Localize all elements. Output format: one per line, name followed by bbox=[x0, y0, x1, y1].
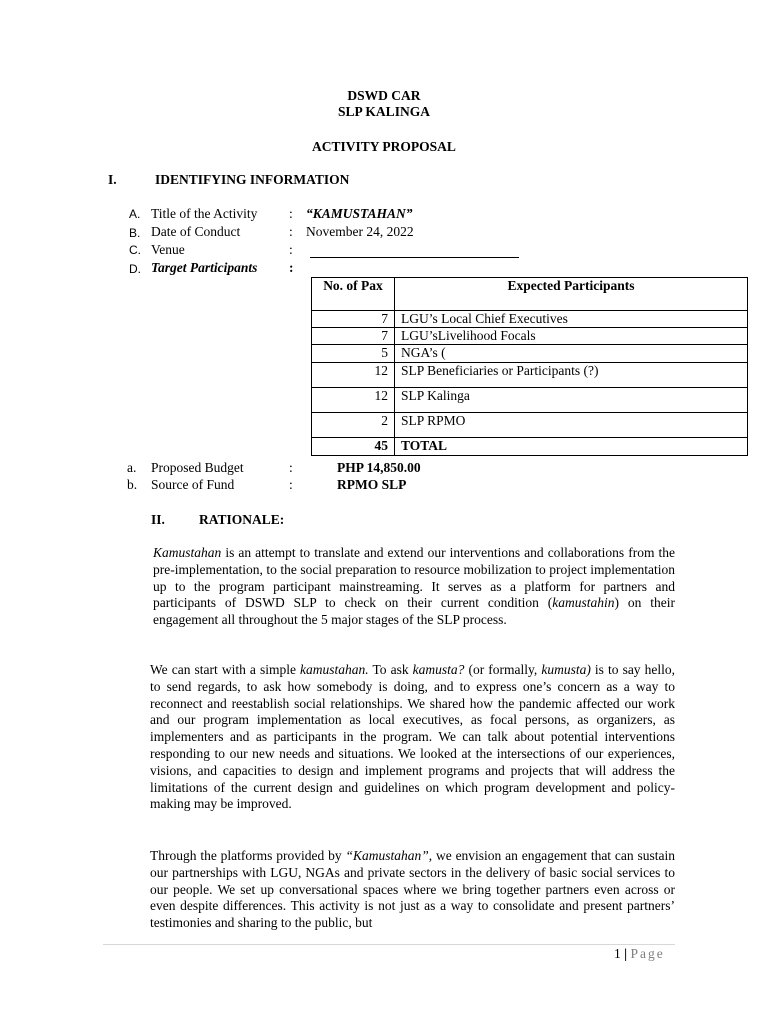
field-d-letter: D. bbox=[129, 262, 141, 276]
pax-cell: 7 bbox=[312, 311, 395, 328]
budget-b-label: Source of Fund bbox=[151, 477, 235, 492]
table-row bbox=[312, 388, 748, 413]
participant-cell: NGA’s ( bbox=[395, 345, 748, 363]
field-a-sep: : bbox=[289, 206, 293, 221]
section-1-numeral: I. bbox=[108, 172, 117, 187]
col-header-pax: No. of Pax bbox=[312, 278, 395, 311]
venue-blank-line bbox=[310, 257, 519, 258]
budget-a-label: Proposed Budget bbox=[151, 460, 244, 475]
section-2-title: RATIONALE: bbox=[199, 512, 285, 527]
budget-a-sep: : bbox=[289, 460, 293, 475]
section-2-numeral: II. bbox=[151, 512, 165, 527]
term-kamustahan: kamustahan. bbox=[300, 662, 369, 677]
total-label-cell: TOTAL bbox=[395, 438, 748, 456]
participant-cell: SLP Kalinga bbox=[395, 388, 748, 413]
date-of-conduct-value: November 24, 2022 bbox=[306, 224, 414, 239]
field-a-label: Title of the Activity bbox=[151, 206, 258, 221]
field-c-label: Venue bbox=[151, 242, 185, 257]
paragraph-text: Through the platforms provided by bbox=[150, 848, 346, 863]
rationale-paragraph-2 bbox=[150, 662, 675, 813]
term-kamustahan: Kamustahan bbox=[153, 545, 222, 560]
term-kamusta: kamusta? bbox=[412, 662, 465, 677]
table-row bbox=[312, 311, 748, 328]
org-name: DSWD CAR bbox=[347, 88, 421, 103]
participant-cell: LGU’sLivelihood Focals bbox=[395, 328, 748, 345]
paragraph-text: , we envision an engagement that can sustain our partnerships with LGU, NGAs and private sectors in the delivery of basic social services to our people. We set up conversational spaces where we bring together partners even across or even despite differences. This activity is not just as a way to consolidate and present partners’ testimonies and sharing to the public, but bbox=[150, 848, 675, 931]
total-pax-cell: 45 bbox=[312, 438, 395, 456]
section-1-title: IDENTIFYING INFORMATION bbox=[155, 172, 350, 187]
page-label: Page bbox=[630, 946, 665, 961]
field-b-letter: B. bbox=[129, 226, 141, 240]
term-kumusta: kumusta) bbox=[541, 662, 591, 677]
participant-cell: SLP Beneficiaries or Participants (?) bbox=[395, 363, 748, 388]
paragraph-text: is to say hello, to send regards, to ask how somebody is doing, and to express one’s concern as a way to reconnect and reestablish social relationships. We shared how the pandemic affected our work and our program implementation as local executives, as focal persons, as organizers, as implementers and as participants in the program. We can talk about potential interventions responding to our new needs and situations. We looked at the intersections of our experiences, visions, and capacities to design and implement programs and projects that will address the limitations of the current design and guidelines on which program development and policy-making may be improved. bbox=[150, 662, 675, 812]
field-c-letter: C. bbox=[129, 243, 141, 257]
table-row bbox=[312, 413, 748, 438]
table-row bbox=[312, 345, 748, 363]
participant-cell: SLP RPMO bbox=[395, 413, 748, 438]
field-a-letter: A. bbox=[129, 207, 141, 221]
paragraph-text: We can start with a simple bbox=[150, 662, 301, 677]
field-b-label: Date of Conduct bbox=[151, 224, 241, 239]
page-separator: | bbox=[620, 946, 631, 961]
term-kamustahin: kamustahin bbox=[552, 595, 615, 611]
rationale-paragraph-1 bbox=[153, 545, 675, 629]
paragraph-text: To ask bbox=[368, 662, 413, 677]
term-kamustahan-quoted: “Kamustahan” bbox=[345, 848, 429, 863]
col-header-expected: Expected Participants bbox=[395, 278, 748, 311]
table-total-row bbox=[312, 438, 748, 456]
table-row bbox=[312, 328, 748, 345]
pax-cell: 2 bbox=[312, 413, 395, 438]
table-row bbox=[312, 363, 748, 388]
source-of-fund-value: RPMO SLP bbox=[337, 477, 407, 492]
footer-divider bbox=[103, 944, 675, 945]
pax-cell: 5 bbox=[312, 345, 395, 363]
pax-cell: 12 bbox=[312, 388, 395, 413]
budget-b-sep: : bbox=[289, 477, 293, 492]
field-c-sep: : bbox=[289, 242, 293, 257]
table-header-row bbox=[312, 278, 748, 311]
participant-cell: LGU’s Local Chief Executives bbox=[395, 311, 748, 328]
field-d-sep: : bbox=[289, 260, 294, 275]
document-title: ACTIVITY PROPOSAL bbox=[312, 139, 456, 154]
pax-cell: 12 bbox=[312, 363, 395, 388]
field-d-label: Target Participants bbox=[151, 260, 258, 275]
page-number: 1 bbox=[614, 946, 621, 961]
participants-table bbox=[311, 277, 748, 456]
office-name: SLP KALINGA bbox=[338, 104, 430, 119]
paragraph-text: is an attempt to translate and extend our interventions and collaborations from the pre-implementation, to the social preparation to resource mobilization to project implementation up to the program participant mainstreaming. It serves as a platform for partners and participants of DSWD SLP to check on their current condition ( bbox=[153, 545, 675, 611]
proposed-budget-value: PHP 14,850.00 bbox=[337, 460, 421, 475]
budget-a-letter: a. bbox=[127, 460, 137, 475]
pax-cell: 7 bbox=[312, 328, 395, 345]
page-footer bbox=[614, 946, 665, 962]
budget-b-letter: b. bbox=[127, 477, 138, 492]
paragraph-text: ) on their engagement all throughout the 5 major stages of the SLP process. bbox=[153, 595, 675, 628]
paragraph-text: (or formally, bbox=[464, 662, 542, 677]
activity-title-value: “KAMUSTAHAN” bbox=[306, 206, 413, 221]
field-b-sep: : bbox=[289, 224, 293, 239]
rationale-paragraph-3 bbox=[150, 848, 675, 932]
